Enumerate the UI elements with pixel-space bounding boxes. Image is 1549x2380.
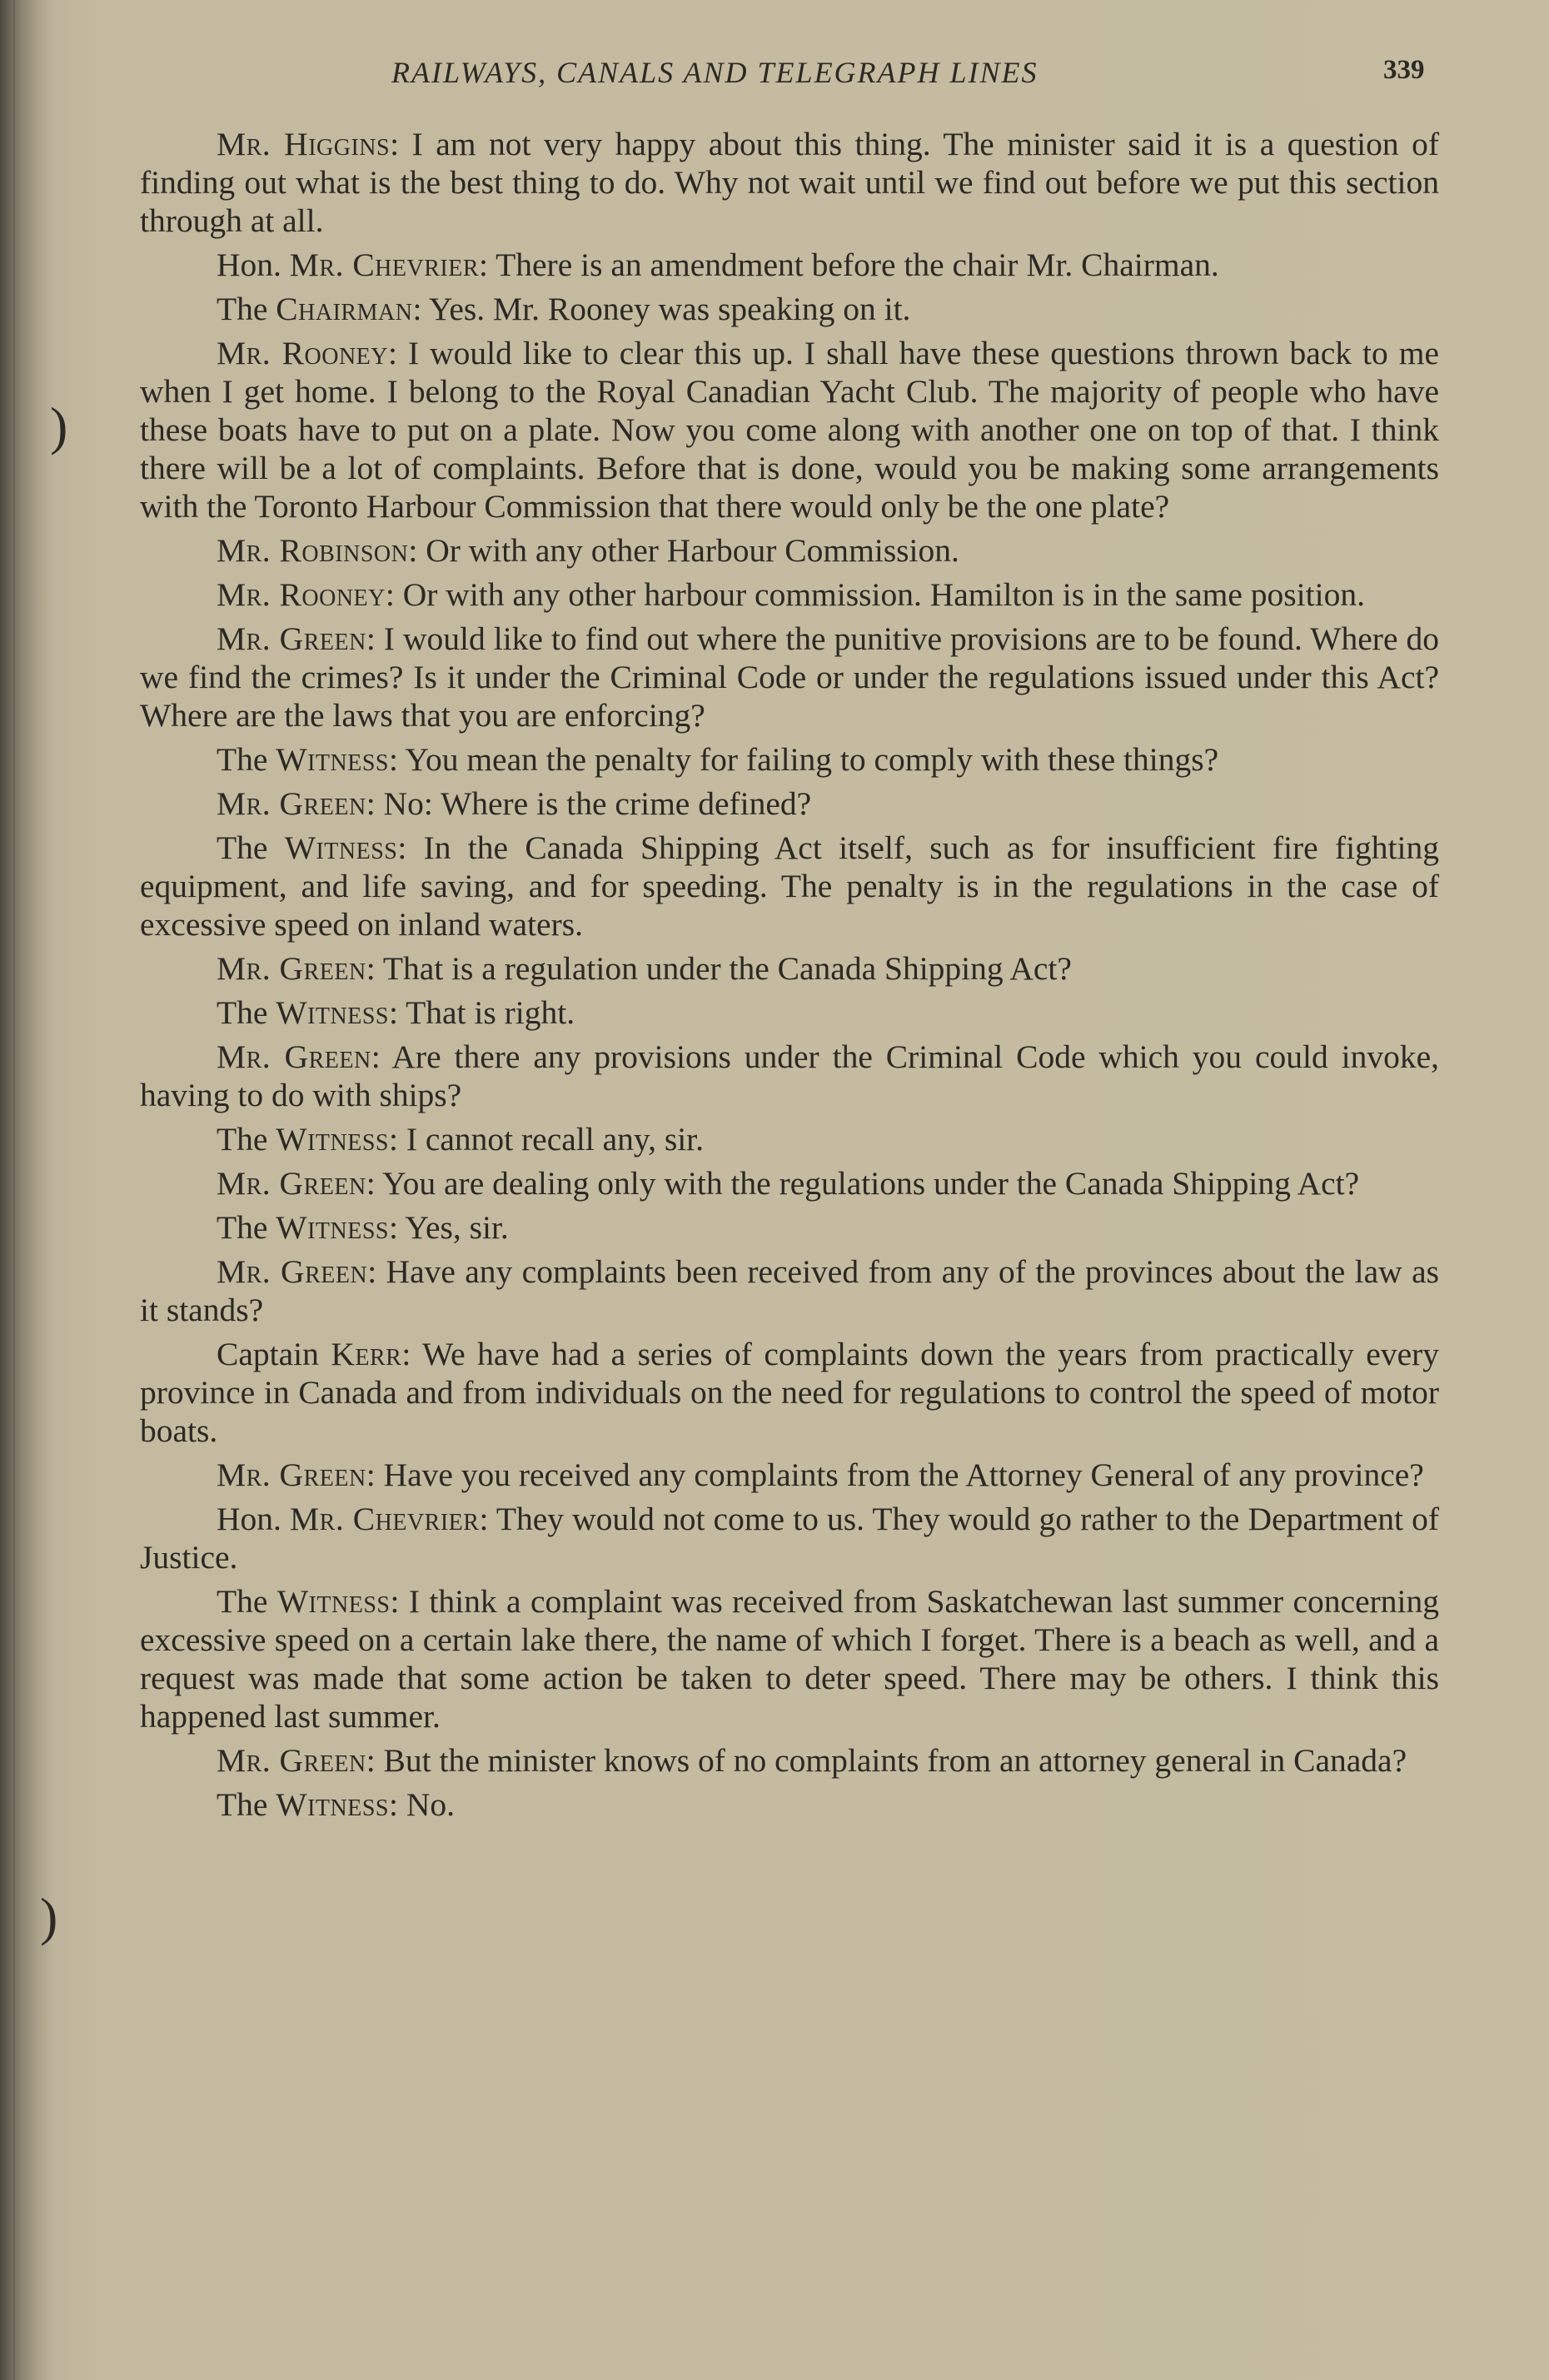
margin-bracket-mark: )	[50, 396, 68, 456]
speech-text: : No.	[388, 1786, 455, 1823]
speaker-prefix: The	[217, 1209, 276, 1246]
transcript-paragraph	[140, 290, 1439, 328]
speaker-prefix: Captain	[217, 1336, 331, 1372]
transcript-paragraph	[140, 829, 1439, 944]
transcript-paragraph	[140, 1038, 1439, 1114]
speaker-name: Chairman	[276, 291, 413, 327]
speaker-prefix: The	[217, 741, 276, 778]
speaker-name: Mr. Green	[217, 1253, 368, 1290]
speech-text: : I would like to find out where the punitive provisions are to be found. Where do we find the crimes? Is it under the Criminal Code or under the regulations issued under this Act? Where are the laws that you are enforcing?	[140, 620, 1439, 734]
transcript-paragraph	[140, 740, 1439, 779]
page-number: 339	[1383, 55, 1425, 85]
transcript-paragraph	[140, 575, 1439, 614]
transcript-paragraph	[140, 1164, 1439, 1202]
speech-text: : We have had a series of complaints down the years from practically every province in Canada and from individuals on the need for regulations to control the speed of motor boats.	[140, 1336, 1440, 1449]
speaker-name: Mr. Green	[217, 1038, 371, 1075]
speaker-prefix: Hon.	[217, 1501, 291, 1537]
speech-text: : Are there any provisions under the Criminal Code which you could invoke, having to do with ships?	[140, 1038, 1439, 1113]
transcript-paragraph	[140, 1335, 1439, 1450]
speech-text: : Or with any other harbour commission. Hamilton is in the same position.	[385, 576, 1365, 613]
transcript-paragraph	[140, 246, 1439, 284]
running-head	[0, 52, 1549, 102]
speaker-name: Witness	[276, 1583, 391, 1620]
speaker-name: Mr. Green	[217, 1456, 366, 1493]
speaker-prefix: The	[217, 1786, 276, 1823]
speaker-name: Witness	[276, 1209, 389, 1246]
speech-text: : Have any complaints been received from any of the provinces about the law as it stands?	[140, 1253, 1439, 1328]
speech-text: : I think a complaint was received from Saskatchewan last summer concerning excessive speed on a certain lake there, the name of which I forget. There is a beach as well, and a request was made that some action be taken to deter speed. There may be others. I think this happened last summer.	[140, 1583, 1439, 1735]
speech-text: : They would not come to us. They would go rather to the Department of Justice.	[140, 1501, 1440, 1576]
transcript-paragraph	[140, 993, 1439, 1032]
speech-text: : But the minister knows of no complaints from an attorney general in Canada?	[366, 1742, 1407, 1779]
binding-gutter	[13, 0, 15, 2380]
transcript-paragraph	[140, 1120, 1439, 1158]
speaker-name: Mr. Rooney	[217, 576, 386, 613]
transcript-paragraph	[140, 784, 1439, 823]
speaker-name: Mr. Green	[217, 1742, 366, 1779]
speaker-name: Mr. Chevrier	[289, 246, 479, 283]
speech-text: : You are dealing only with the regulations under the Canada Shipping Act?	[366, 1165, 1360, 1202]
speaker-name: Witness	[284, 829, 398, 866]
transcript-paragraph	[140, 1785, 1439, 1824]
speaker-name: Witness	[276, 1121, 389, 1158]
speaker-name: Kerr	[331, 1336, 402, 1372]
speech-text: : There is an amendment before the chair Mr. Chairman.	[479, 246, 1219, 283]
speaker-prefix: The	[217, 994, 276, 1031]
speech-text: : You mean the penalty for failing to comply with these things?	[388, 741, 1219, 778]
speaker-name: Mr. Rooney	[217, 335, 388, 371]
transcript-paragraph	[140, 949, 1439, 988]
speech-text: : I am not very happy about this thing. The minister said it is a question of finding out what is the best thing to do. Why not wait until we find out before we put this section through at all.	[140, 126, 1439, 239]
speaker-name: Mr. Higgins	[217, 126, 391, 162]
speech-text: : Or with any other Harbour Commission.	[408, 532, 959, 569]
margin-bracket-mark: )	[40, 1887, 58, 1946]
speaker-prefix: The	[217, 291, 276, 327]
transcript-paragraph	[140, 125, 1439, 240]
speaker-name: Witness	[276, 1786, 389, 1823]
transcript-paragraph	[140, 1208, 1439, 1247]
transcript-paragraph	[140, 531, 1439, 570]
speaker-name: Mr. Robinson	[217, 532, 409, 569]
speech-text: : No: Where is the crime defined?	[366, 785, 812, 822]
transcript-paragraph	[140, 1582, 1439, 1735]
speech-text: : That is a regulation under the Canada Shipping Act?	[366, 950, 1072, 987]
speech-text: : I cannot recall any, sir.	[388, 1121, 705, 1158]
speaker-name: Witness	[276, 741, 389, 778]
speaker-name: Mr. Green	[217, 950, 366, 987]
transcript-paragraph	[140, 1252, 1439, 1329]
speaker-name: Mr. Green	[217, 620, 366, 657]
speaker-prefix: Hon.	[217, 246, 290, 283]
speaker-prefix: The	[217, 1583, 277, 1620]
transcript-paragraph	[140, 620, 1439, 734]
speaker-name: Witness	[276, 994, 389, 1031]
speech-text: : I would like to clear this up. I shall have these questions thrown back to me when I get home. I belong to the Royal Canadian Yacht Club. The majority of people who have these boats have to put on a plate. Now you come along with another one on top of that. I think there will be a lot of complaints. Before that is done, would you be making some arrangements with the Toronto Harbour Commission that there would only be the one plate?	[140, 335, 1439, 525]
speaker-name: Mr. Chevrier	[290, 1501, 480, 1537]
running-title: RAILWAYS, CANALS AND TELEGRAPH LINES	[391, 56, 1038, 89]
transcript-paragraph	[140, 1741, 1439, 1780]
transcript-paragraph	[140, 1500, 1439, 1576]
transcript-body	[140, 125, 1439, 1830]
speech-text: : Have you received any complaints from the Attorney General of any province?	[366, 1456, 1424, 1493]
speaker-prefix: The	[217, 829, 285, 866]
speech-text: : Yes, sir.	[388, 1209, 509, 1246]
speech-text: : That is right.	[388, 994, 575, 1031]
transcript-paragraph	[140, 334, 1439, 525]
speaker-prefix: The	[217, 1121, 276, 1158]
speaker-name: Mr. Green	[217, 1165, 366, 1202]
speech-text: : Yes. Mr. Rooney was speaking on it.	[412, 291, 911, 327]
speaker-name: Mr. Green	[217, 785, 366, 822]
transcript-paragraph	[140, 1456, 1439, 1494]
speech-text: : In the Canada Shipping Act itself, such as for insufficient fire fighting equipment, and life saving, and for speeding. The penalty is in the regulations in the case of excessive speed on inland waters.	[140, 829, 1439, 943]
